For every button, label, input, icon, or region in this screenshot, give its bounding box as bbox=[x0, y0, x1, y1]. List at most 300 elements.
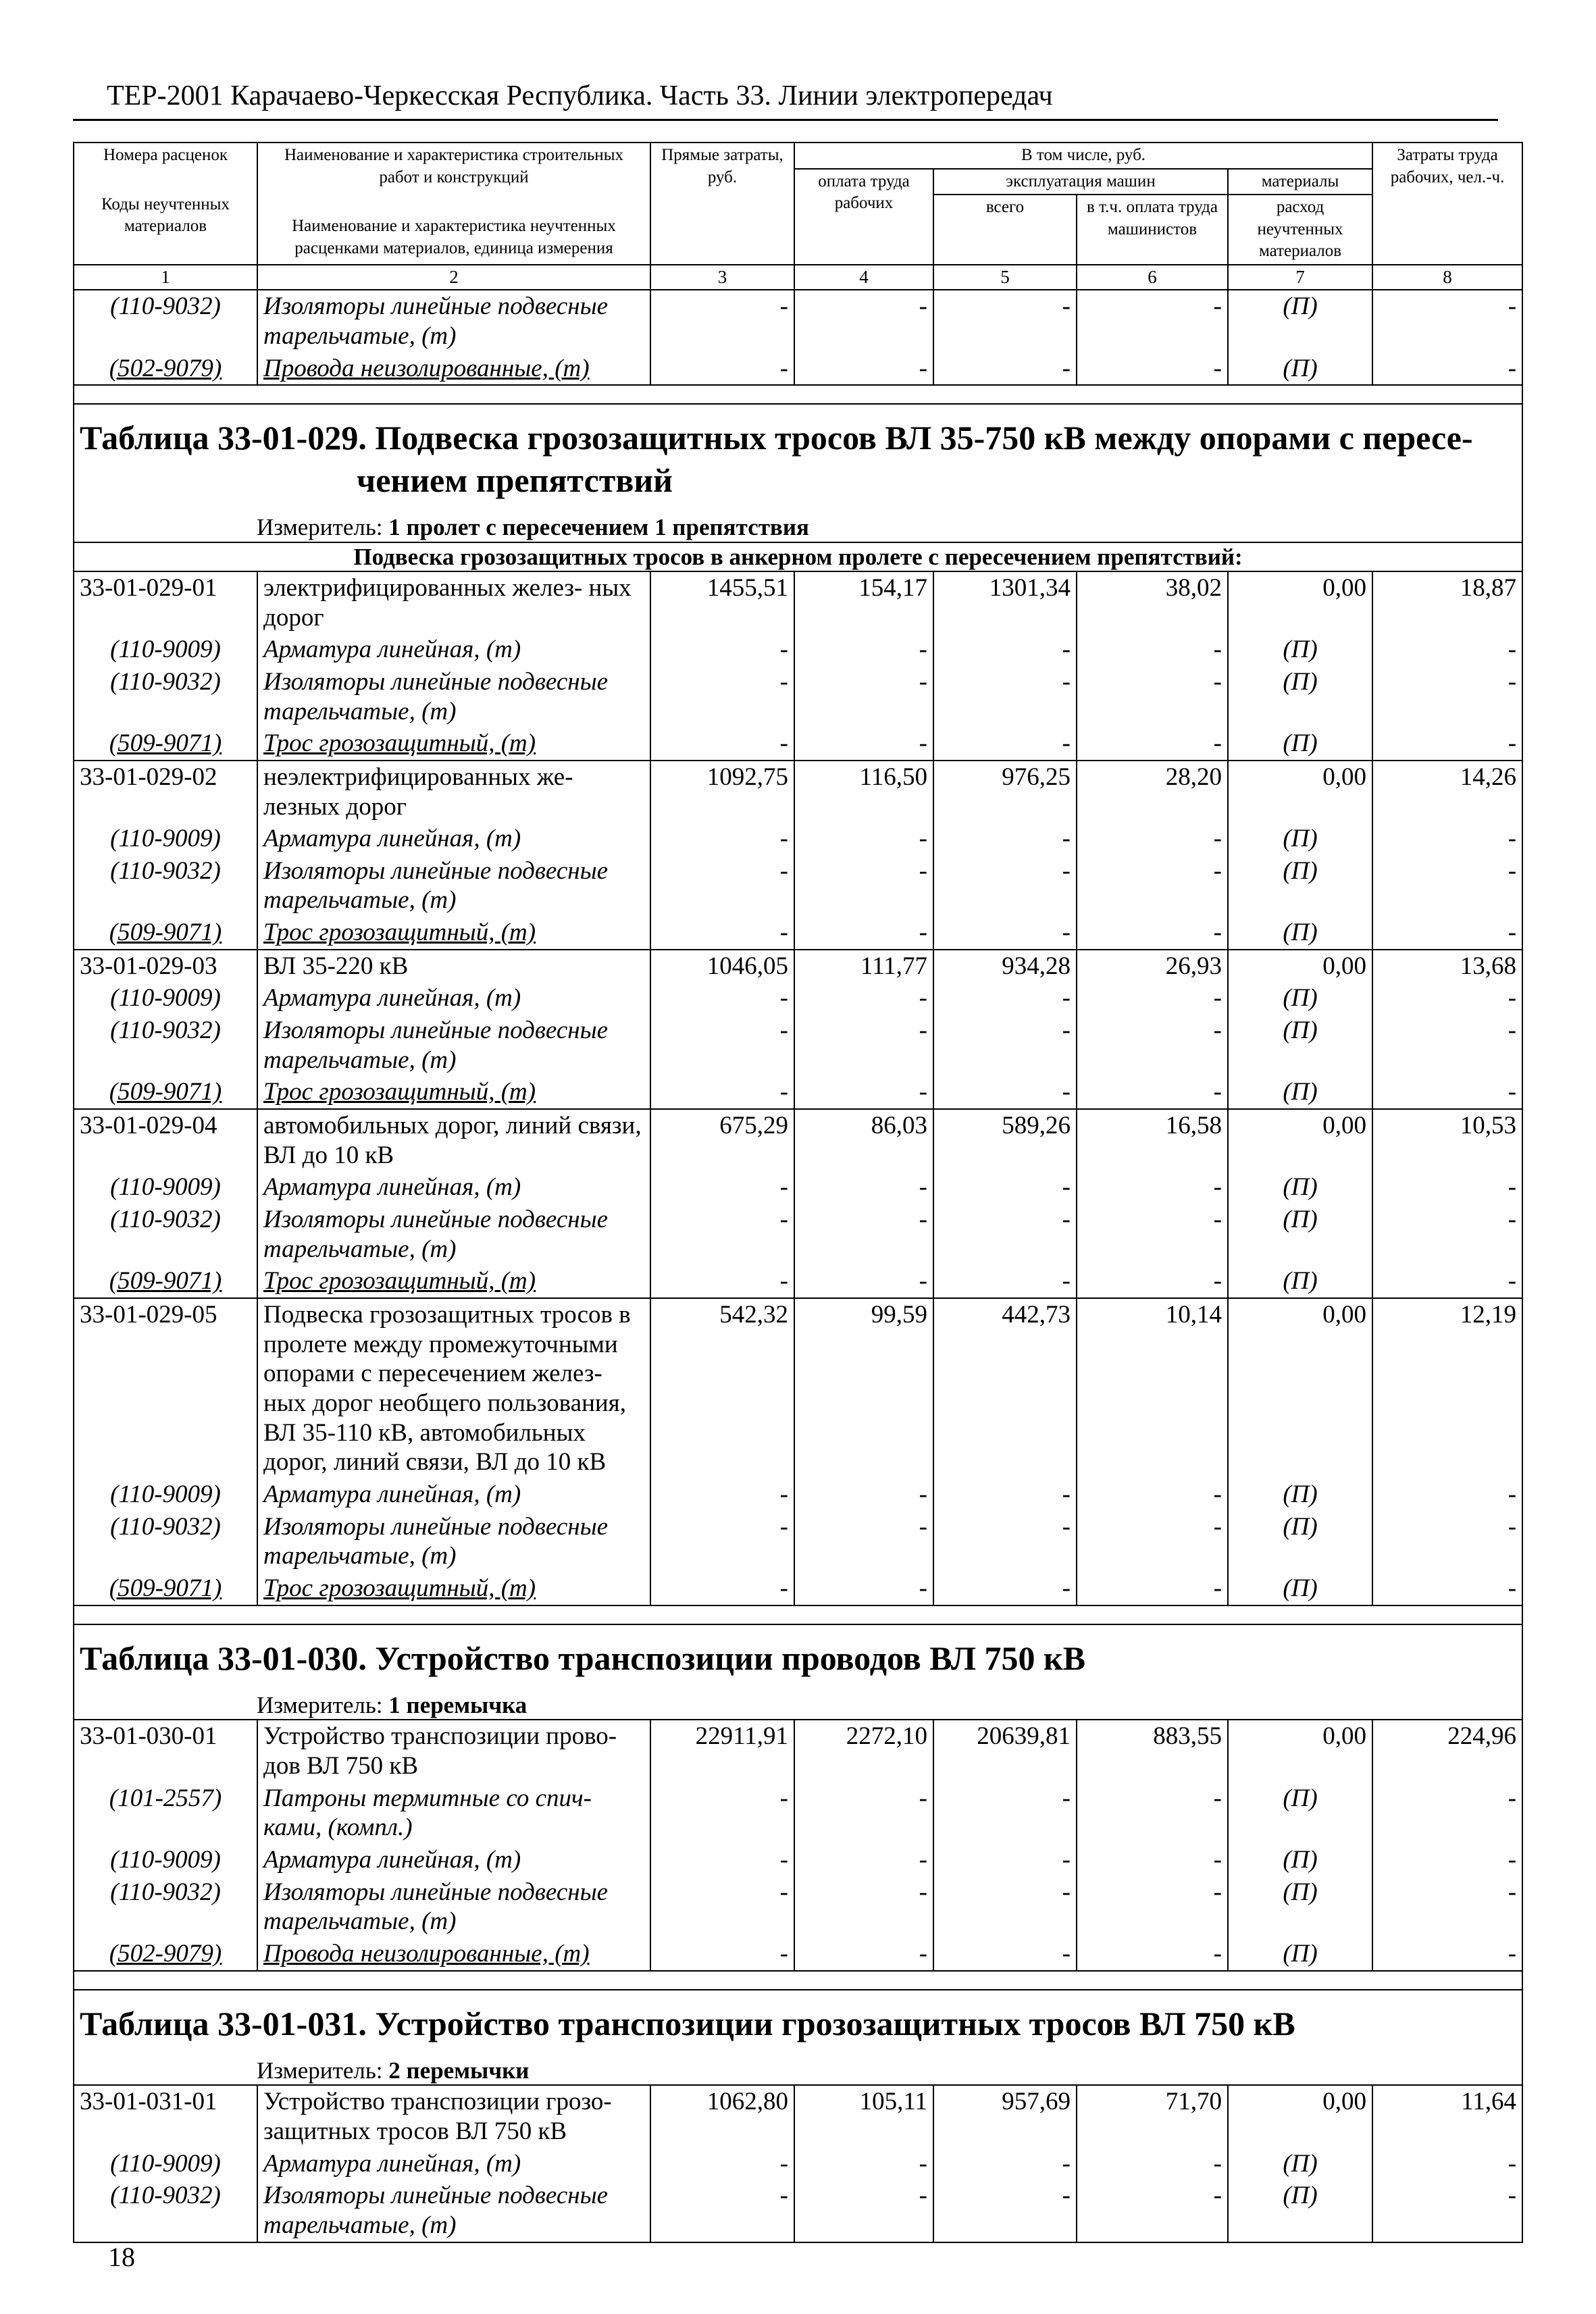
table-spacer bbox=[74, 1971, 1522, 1990]
rate-code: 33-01-029-03 bbox=[74, 950, 257, 983]
table-title bbox=[74, 1624, 1522, 1687]
material-row bbox=[74, 1014, 1522, 1076]
machinist-pay: - bbox=[1077, 855, 1228, 917]
labor-pay: - bbox=[794, 1171, 933, 1204]
direct-cost: - bbox=[650, 666, 794, 727]
direct-cost: 675,29 bbox=[650, 1109, 794, 1171]
direct-cost: - bbox=[650, 1171, 794, 1204]
material-name: Арматура линейная, (т) bbox=[257, 982, 650, 1014]
measure-value: 1 пролет с пересечением 1 препятствия bbox=[388, 514, 809, 541]
machine-total: - bbox=[933, 1265, 1077, 1298]
material-code: (509-9071) bbox=[74, 917, 257, 950]
machine-total: - bbox=[933, 1572, 1077, 1605]
material-row bbox=[74, 1511, 1522, 1572]
materials-usage: (П) bbox=[1228, 1204, 1372, 1265]
material-row bbox=[74, 855, 1522, 917]
machine-total: - bbox=[933, 1204, 1077, 1265]
machine-total: - bbox=[933, 2180, 1077, 2242]
material-row bbox=[74, 2180, 1522, 2242]
machinist-pay: 10,14 bbox=[1077, 1298, 1228, 1479]
materials-usage: (П) bbox=[1228, 855, 1372, 917]
measure-value: 1 перемычка bbox=[388, 1692, 527, 1719]
materials-usage: (П) bbox=[1228, 1876, 1372, 1938]
machine-total: - bbox=[933, 855, 1077, 917]
direct-cost: 1455,51 bbox=[650, 571, 794, 634]
labor-pay: - bbox=[794, 1479, 933, 1511]
labor-pay: - bbox=[794, 290, 933, 352]
materials-usage: (П) bbox=[1228, 2148, 1372, 2180]
labor-hours: 224,96 bbox=[1372, 1720, 1522, 1782]
material-code: (110-9009) bbox=[74, 1479, 257, 1511]
header-col6: в т.ч. оплата труда машинистов bbox=[1077, 195, 1228, 265]
header-col7: расход неучтенных материалов bbox=[1228, 195, 1372, 265]
labor-pay: - bbox=[794, 1572, 933, 1605]
machine-total: 589,26 bbox=[933, 1109, 1077, 1171]
materials-usage: 0,00 bbox=[1228, 2085, 1372, 2147]
material-row bbox=[74, 666, 1522, 727]
direct-cost: - bbox=[650, 1876, 794, 1938]
material-row bbox=[74, 353, 1522, 386]
labor-hours: - bbox=[1372, 353, 1522, 386]
materials-usage: (П) bbox=[1228, 1265, 1372, 1298]
machinist-pay: - bbox=[1077, 982, 1228, 1014]
labor-pay: - bbox=[794, 1265, 933, 1298]
machinist-pay: - bbox=[1077, 1844, 1228, 1876]
column-number: 7 bbox=[1228, 265, 1372, 290]
rate-name: электрифицированных желез- ных дорог bbox=[257, 571, 650, 634]
machinist-pay: 71,70 bbox=[1077, 2085, 1228, 2147]
measure-row bbox=[74, 2051, 1522, 2085]
machinist-pay: - bbox=[1077, 2180, 1228, 2242]
rate-code: 33-01-029-04 bbox=[74, 1109, 257, 1171]
machinist-pay: - bbox=[1077, 1479, 1228, 1511]
machine-total: - bbox=[933, 1844, 1077, 1876]
material-row bbox=[74, 2148, 1522, 2180]
column-numbers-row bbox=[74, 265, 1522, 290]
labor-hours: - bbox=[1372, 1076, 1522, 1109]
direct-cost: 22911,91 bbox=[650, 1720, 794, 1782]
header-col2 bbox=[257, 143, 650, 265]
labor-pay: - bbox=[794, 353, 933, 386]
material-code: (509-9071) bbox=[74, 1572, 257, 1605]
material-name: Арматура линейная, (т) bbox=[257, 634, 650, 666]
rate-row bbox=[74, 1109, 1522, 1171]
header-col5: всего bbox=[933, 195, 1077, 265]
labor-pay: - bbox=[794, 2180, 933, 2242]
running-header: ТЕР-2001 Карачаево-Черкесская Республика. Часть 33. Линии электропередач bbox=[107, 80, 1053, 111]
direct-cost: - bbox=[650, 290, 794, 352]
table-title bbox=[74, 1990, 1522, 2052]
machinist-pay: 883,55 bbox=[1077, 1720, 1228, 1782]
labor-pay: - bbox=[794, 823, 933, 855]
machine-total: - bbox=[933, 1782, 1077, 1844]
table-spacer bbox=[74, 1605, 1522, 1624]
column-number: 2 bbox=[257, 265, 650, 290]
labor-hours: - bbox=[1372, 1844, 1522, 1876]
measure-value: 2 перемычки bbox=[388, 2057, 530, 2084]
machinist-pay: - bbox=[1077, 1076, 1228, 1109]
materials-usage: (П) bbox=[1228, 1076, 1372, 1109]
material-name: Арматура линейная, (т) bbox=[257, 823, 650, 855]
labor-pay: 2272,10 bbox=[794, 1720, 933, 1782]
material-name: Патроны термитные со спич- ками, (компл.) bbox=[257, 1782, 650, 1844]
column-number: 1 bbox=[74, 265, 257, 290]
column-number: 3 bbox=[650, 265, 794, 290]
labor-hours: - bbox=[1372, 1479, 1522, 1511]
machinist-pay: - bbox=[1077, 1876, 1228, 1938]
table-title-line-1: Таблица 33-01-029. Подвеска грозозащитных тросов ВЛ 35-750 кВ между опорами с пересе- bbox=[80, 419, 1473, 457]
material-code: (110-9009) bbox=[74, 634, 257, 666]
machinist-pay: 38,02 bbox=[1077, 571, 1228, 634]
labor-pay: - bbox=[794, 1876, 933, 1938]
labor-hours: - bbox=[1372, 1171, 1522, 1204]
rate-name: автомобильных дорог, линий связи, ВЛ до 10 кВ bbox=[257, 1109, 650, 1171]
subheader: Подвеска грозозащитных тросов в анкерном пролете с пересечением препятствий: bbox=[74, 542, 1522, 571]
materials-usage: 0,00 bbox=[1228, 571, 1372, 634]
measure-row bbox=[74, 1686, 1522, 1720]
material-code: (110-9009) bbox=[74, 823, 257, 855]
labor-hours: - bbox=[1372, 290, 1522, 352]
column-number: 4 bbox=[794, 265, 933, 290]
rate-row bbox=[74, 1298, 1522, 1479]
direct-cost: - bbox=[650, 1511, 794, 1572]
direct-cost: - bbox=[650, 982, 794, 1014]
labor-pay: 99,59 bbox=[794, 1298, 933, 1479]
column-number: 6 bbox=[1077, 265, 1228, 290]
direct-cost: 1092,75 bbox=[650, 761, 794, 823]
material-code: (110-9032) bbox=[74, 1511, 257, 1572]
labor-pay: - bbox=[794, 1782, 933, 1844]
direct-cost: - bbox=[650, 727, 794, 761]
material-row bbox=[74, 1479, 1522, 1511]
material-name: Трос грозозащитный, (т) bbox=[257, 1572, 650, 1605]
material-row bbox=[74, 1171, 1522, 1204]
material-name: Трос грозозащитный, (т) bbox=[257, 917, 650, 950]
rate-row bbox=[74, 2085, 1522, 2147]
rate-name: ВЛ 35-220 кВ bbox=[257, 950, 650, 983]
direct-cost: - bbox=[650, 1844, 794, 1876]
rate-row bbox=[74, 571, 1522, 634]
labor-hours: - bbox=[1372, 666, 1522, 727]
labor-hours: 18,87 bbox=[1372, 571, 1522, 634]
materials-usage: 0,00 bbox=[1228, 1720, 1372, 1782]
labor-hours: - bbox=[1372, 917, 1522, 950]
material-name: Арматура линейная, (т) bbox=[257, 1479, 650, 1511]
material-row bbox=[74, 1876, 1522, 1938]
rate-code: 33-01-031-01 bbox=[74, 2085, 257, 2147]
machinist-pay: - bbox=[1077, 1265, 1228, 1298]
table-title-line-2: чением препятствий bbox=[357, 461, 673, 499]
labor-hours: 11,64 bbox=[1372, 2085, 1522, 2147]
machinist-pay: - bbox=[1077, 1204, 1228, 1265]
column-number: 8 bbox=[1372, 265, 1522, 290]
header-col1-bottom: Коды неучтенных материалов bbox=[101, 195, 230, 235]
material-code: (110-9032) bbox=[74, 1204, 257, 1265]
materials-usage: 0,00 bbox=[1228, 1298, 1372, 1479]
header-col8: Затраты труда рабочих, чел.-ч. bbox=[1372, 143, 1522, 265]
measure-label: Измеритель: bbox=[257, 1692, 383, 1719]
measure-label: Измеритель: bbox=[257, 2057, 383, 2084]
material-name: Изоляторы линейные подвесные тарельчатые, (т) bbox=[257, 1204, 650, 1265]
machinist-pay: - bbox=[1077, 1938, 1228, 1971]
subheader-row bbox=[74, 542, 1522, 571]
direct-cost: 1046,05 bbox=[650, 950, 794, 983]
machine-total: - bbox=[933, 634, 1077, 666]
header-col1-top: Номера расценок bbox=[103, 146, 228, 164]
material-name: Арматура линейная, (т) bbox=[257, 1844, 650, 1876]
header-machines: эксплуатация машин bbox=[933, 169, 1228, 195]
header-col3: Прямые затраты, руб. bbox=[650, 143, 794, 265]
machine-total: - bbox=[933, 982, 1077, 1014]
page-number: 18 bbox=[108, 2242, 135, 2272]
material-code: (110-9009) bbox=[74, 2148, 257, 2180]
rate-name: Устройство транспозиции прово- дов ВЛ 750 кВ bbox=[257, 1720, 650, 1782]
labor-hours: - bbox=[1372, 1572, 1522, 1605]
material-code: (502-9079) bbox=[74, 1938, 257, 1971]
machinist-pay: 28,20 bbox=[1077, 761, 1228, 823]
materials-usage: (П) bbox=[1228, 1511, 1372, 1572]
labor-pay: 86,03 bbox=[794, 1109, 933, 1171]
rates-table bbox=[73, 142, 1523, 2243]
labor-pay: - bbox=[794, 1844, 933, 1876]
material-code: (110-9009) bbox=[74, 982, 257, 1014]
material-code: (509-9071) bbox=[74, 727, 257, 761]
machinist-pay: - bbox=[1077, 634, 1228, 666]
labor-pay: - bbox=[794, 1511, 933, 1572]
material-code: (110-9032) bbox=[74, 1014, 257, 1076]
table-spacer bbox=[74, 385, 1522, 404]
labor-hours: - bbox=[1372, 634, 1522, 666]
material-code: (110-9032) bbox=[74, 290, 257, 352]
direct-cost: - bbox=[650, 2148, 794, 2180]
material-code: (110-9009) bbox=[74, 1844, 257, 1876]
labor-pay: - bbox=[794, 727, 933, 761]
labor-hours: 12,19 bbox=[1372, 1298, 1522, 1479]
machine-total: - bbox=[933, 290, 1077, 352]
machinist-pay: - bbox=[1077, 727, 1228, 761]
material-name: Трос грозозащитный, (т) bbox=[257, 1265, 650, 1298]
materials-usage: (П) bbox=[1228, 1782, 1372, 1844]
material-row bbox=[74, 1204, 1522, 1265]
material-name: Изоляторы линейные подвесные тарельчатые, (т) bbox=[257, 666, 650, 727]
machinist-pay: 26,93 bbox=[1077, 950, 1228, 983]
machine-total: 957,69 bbox=[933, 2085, 1077, 2147]
machine-total: - bbox=[933, 917, 1077, 950]
labor-hours: - bbox=[1372, 1938, 1522, 1971]
table-title bbox=[74, 404, 1522, 508]
direct-cost: - bbox=[650, 353, 794, 386]
materials-usage: (П) bbox=[1228, 1844, 1372, 1876]
machine-total: - bbox=[933, 1938, 1077, 1971]
machine-total: 442,73 bbox=[933, 1298, 1077, 1479]
machine-total: - bbox=[933, 1876, 1077, 1938]
machine-total: - bbox=[933, 727, 1077, 761]
material-name: Трос грозозащитный, (т) bbox=[257, 727, 650, 761]
table-title-line-1: Таблица 33-01-031. Устройство транспозиции грозозащитных тросов ВЛ 750 кВ bbox=[80, 2004, 1295, 2042]
rate-name: Подвеска грозозащитных тросов в пролете между промежуточными опорами с пересечением желез- ных дорог необщего пользования, ВЛ 35-110 кВ, автомобильных дорог, линий связи, ВЛ до 10 кВ bbox=[257, 1298, 650, 1479]
machine-total: 976,25 bbox=[933, 761, 1077, 823]
material-row bbox=[74, 982, 1522, 1014]
labor-hours: - bbox=[1372, 1265, 1522, 1298]
material-code: (509-9071) bbox=[74, 1265, 257, 1298]
direct-cost: - bbox=[650, 1479, 794, 1511]
labor-pay: 105,11 bbox=[794, 2085, 933, 2147]
table-title-row bbox=[74, 1624, 1522, 1687]
material-name: Изоляторы линейные подвесные тарельчатые, (т) bbox=[257, 290, 650, 352]
machinist-pay: - bbox=[1077, 666, 1228, 727]
machinist-pay: - bbox=[1077, 2148, 1228, 2180]
machinist-pay: 16,58 bbox=[1077, 1109, 1228, 1171]
labor-pay: - bbox=[794, 1014, 933, 1076]
material-name: Трос грозозащитный, (т) bbox=[257, 1076, 650, 1109]
header-rule bbox=[73, 119, 1498, 121]
machinist-pay: - bbox=[1077, 290, 1228, 352]
materials-usage: 0,00 bbox=[1228, 950, 1372, 983]
material-row bbox=[74, 1938, 1522, 1971]
material-code: (110-9032) bbox=[74, 2180, 257, 2242]
rate-row bbox=[74, 950, 1522, 983]
direct-cost: - bbox=[650, 855, 794, 917]
material-code: (110-9032) bbox=[74, 1876, 257, 1938]
rate-code: 33-01-029-02 bbox=[74, 761, 257, 823]
material-name: Изоляторы линейные подвесные тарельчатые, (т) bbox=[257, 1876, 650, 1938]
materials-usage: 0,00 bbox=[1228, 761, 1372, 823]
direct-cost: - bbox=[650, 634, 794, 666]
machinist-pay: - bbox=[1077, 1511, 1228, 1572]
materials-usage: (П) bbox=[1228, 2180, 1372, 2242]
materials-usage: (П) bbox=[1228, 634, 1372, 666]
direct-cost: 1062,80 bbox=[650, 2085, 794, 2147]
machine-total: - bbox=[933, 1076, 1077, 1109]
direct-cost: - bbox=[650, 1938, 794, 1971]
material-row bbox=[74, 1782, 1522, 1844]
materials-usage: (П) bbox=[1228, 823, 1372, 855]
table-title-line-1: Таблица 33-01-030. Устройство транспозиции проводов ВЛ 750 кВ bbox=[80, 1639, 1086, 1677]
labor-pay: - bbox=[794, 1076, 933, 1109]
header-incl: В том числе, руб. bbox=[794, 143, 1372, 169]
rate-row bbox=[74, 1720, 1522, 1782]
labor-pay: - bbox=[794, 1938, 933, 1971]
header-col1 bbox=[74, 143, 257, 265]
labor-hours: - bbox=[1372, 855, 1522, 917]
machine-total: - bbox=[933, 1171, 1077, 1204]
labor-hours: - bbox=[1372, 1876, 1522, 1938]
header-row-1 bbox=[74, 143, 1522, 169]
machine-total: - bbox=[933, 1511, 1077, 1572]
labor-hours: 10,53 bbox=[1372, 1109, 1522, 1171]
labor-pay: - bbox=[794, 634, 933, 666]
materials-usage: (П) bbox=[1228, 982, 1372, 1014]
materials-usage: (П) bbox=[1228, 1171, 1372, 1204]
labor-hours: 14,26 bbox=[1372, 761, 1522, 823]
rate-name: Устройство транспозиции грозо- защитных тросов ВЛ 750 кВ bbox=[257, 2085, 650, 2147]
labor-pay: - bbox=[794, 2148, 933, 2180]
machine-total: - bbox=[933, 823, 1077, 855]
labor-hours: - bbox=[1372, 1782, 1522, 1844]
material-code: (110-9009) bbox=[74, 1171, 257, 1204]
header-col4: оплата труда рабочих bbox=[794, 169, 933, 265]
material-code: (101-2557) bbox=[74, 1782, 257, 1844]
direct-cost: - bbox=[650, 2180, 794, 2242]
materials-usage: (П) bbox=[1228, 353, 1372, 386]
labor-pay: - bbox=[794, 917, 933, 950]
measure-label: Измеритель: bbox=[257, 514, 383, 541]
machinist-pay: - bbox=[1077, 353, 1228, 386]
materials-usage: (П) bbox=[1228, 290, 1372, 352]
labor-hours: - bbox=[1372, 2180, 1522, 2242]
material-name: Арматура линейная, (т) bbox=[257, 2148, 650, 2180]
direct-cost: - bbox=[650, 1265, 794, 1298]
labor-hours: 13,68 bbox=[1372, 950, 1522, 983]
machinist-pay: - bbox=[1077, 1572, 1228, 1605]
table-title-row bbox=[74, 1990, 1522, 2052]
material-name: Изоляторы линейные подвесные тарельчатые, (т) bbox=[257, 1511, 650, 1572]
header-col2-top: Наименование и характеристика строительных работ и конструкций bbox=[284, 146, 623, 186]
material-name: Провода неизолированные, (т) bbox=[257, 353, 650, 386]
rate-row bbox=[74, 761, 1522, 823]
labor-hours: - bbox=[1372, 2148, 1522, 2180]
labor-hours: - bbox=[1372, 982, 1522, 1014]
rate-name: неэлектрифицированных же- лезных дорог bbox=[257, 761, 650, 823]
materials-usage: (П) bbox=[1228, 917, 1372, 950]
material-name: Изоляторы линейные подвесные тарельчатые, (т) bbox=[257, 2180, 650, 2242]
header-materials: материалы bbox=[1228, 169, 1372, 195]
labor-hours: - bbox=[1372, 1204, 1522, 1265]
material-name: Изоляторы линейные подвесные тарельчатые, (т) bbox=[257, 855, 650, 917]
labor-hours: - bbox=[1372, 823, 1522, 855]
labor-pay: 111,77 bbox=[794, 950, 933, 983]
rate-code: 33-01-030-01 bbox=[74, 1720, 257, 1782]
materials-usage: (П) bbox=[1228, 666, 1372, 727]
direct-cost: - bbox=[650, 1204, 794, 1265]
machine-total: - bbox=[933, 1014, 1077, 1076]
materials-usage: (П) bbox=[1228, 1938, 1372, 1971]
material-code: (110-9032) bbox=[74, 855, 257, 917]
material-row bbox=[74, 290, 1522, 352]
material-code: (110-9032) bbox=[74, 666, 257, 727]
material-row bbox=[74, 917, 1522, 950]
material-row bbox=[74, 727, 1522, 761]
labor-pay: 116,50 bbox=[794, 761, 933, 823]
machinist-pay: - bbox=[1077, 917, 1228, 950]
labor-hours: - bbox=[1372, 727, 1522, 761]
material-row bbox=[74, 1572, 1522, 1605]
labor-pay: - bbox=[794, 666, 933, 727]
direct-cost: - bbox=[650, 1076, 794, 1109]
machinist-pay: - bbox=[1077, 823, 1228, 855]
labor-pay: 154,17 bbox=[794, 571, 933, 634]
machine-total: - bbox=[933, 1479, 1077, 1511]
direct-cost: - bbox=[650, 917, 794, 950]
column-number: 5 bbox=[933, 265, 1077, 290]
table-title-row bbox=[74, 404, 1522, 508]
material-code: (509-9071) bbox=[74, 1076, 257, 1109]
labor-pay: - bbox=[794, 982, 933, 1014]
labor-pay: - bbox=[794, 855, 933, 917]
rate-code: 33-01-029-01 bbox=[74, 571, 257, 634]
materials-usage: (П) bbox=[1228, 1479, 1372, 1511]
labor-pay: - bbox=[794, 1204, 933, 1265]
direct-cost: - bbox=[650, 1572, 794, 1605]
materials-usage: (П) bbox=[1228, 1572, 1372, 1605]
machine-total: - bbox=[933, 353, 1077, 386]
material-row bbox=[74, 1076, 1522, 1109]
rate-code: 33-01-029-05 bbox=[74, 1298, 257, 1479]
direct-cost: - bbox=[650, 823, 794, 855]
header-col2-bottom: Наименование и характеристика неучтенных расценками материалов, единица измерения bbox=[292, 217, 616, 257]
machine-total: 20639,81 bbox=[933, 1720, 1077, 1782]
direct-cost: 542,32 bbox=[650, 1298, 794, 1479]
